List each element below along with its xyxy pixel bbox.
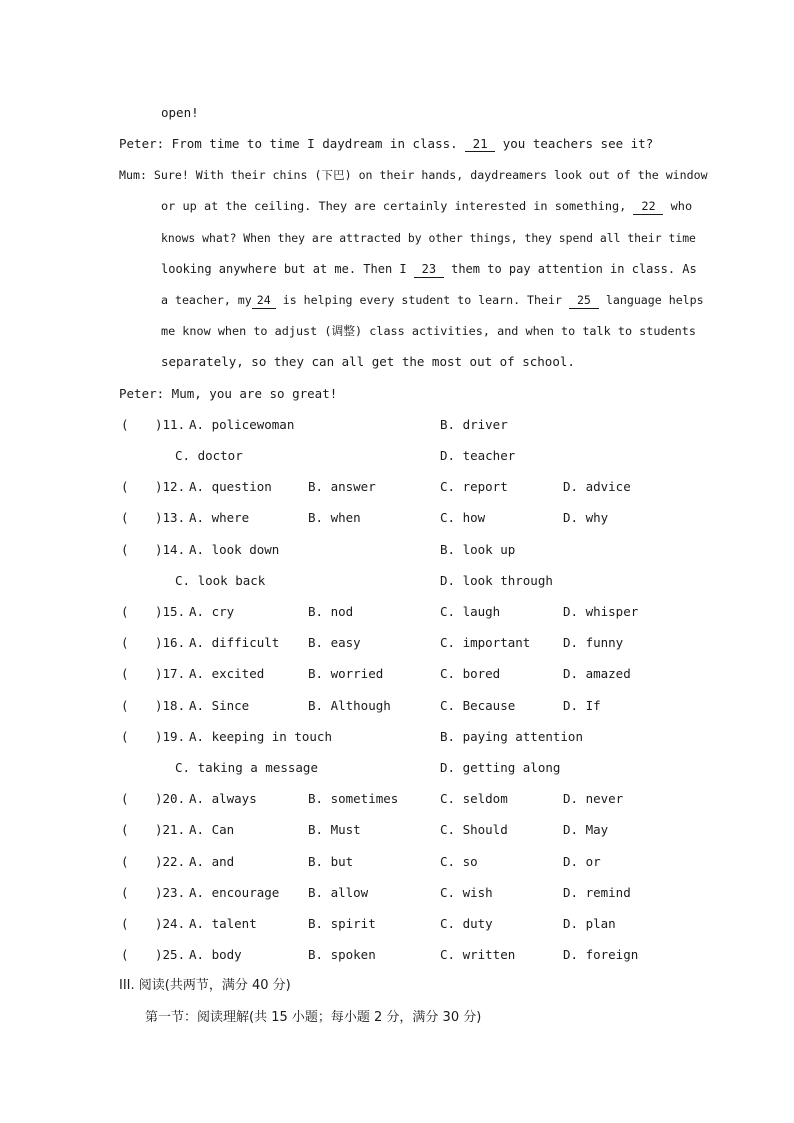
dialogue-line-peter: Peter: Mum, you are so great! <box>119 386 338 401</box>
option-d: D. funny <box>563 635 624 650</box>
option-a: A. encourage <box>189 885 280 900</box>
option-c: C. how <box>440 510 486 525</box>
question-number: )20. <box>155 791 186 806</box>
option-d: D. foreign <box>563 947 639 962</box>
option-a: A. policewoman <box>189 417 295 432</box>
answer-paren: ( <box>121 698 129 713</box>
question-number: )25. <box>155 947 186 962</box>
answer-paren: ( <box>121 635 129 650</box>
dialogue-line <box>161 291 704 309</box>
dialogue-line: open! <box>161 105 199 120</box>
blank-22: 22 <box>633 199 663 215</box>
dialogue-line-mum: Mum: Sure! With their chins (下巴) on their hands, daydreamers look out of the window <box>119 168 708 182</box>
option-d: D. why <box>563 510 609 525</box>
option-b: B. but <box>308 854 354 869</box>
option-c: C. so <box>440 854 478 869</box>
answer-paren: ( <box>121 666 129 681</box>
answer-paren: ( <box>121 417 129 432</box>
answer-paren: ( <box>121 510 129 525</box>
text-segment: who <box>663 199 693 213</box>
blank-24: 24 <box>252 293 276 309</box>
option-a: A. question <box>189 479 272 494</box>
option-b: B. spirit <box>308 916 376 931</box>
answer-paren: ( <box>121 822 129 837</box>
blank-23: 23 <box>414 262 444 278</box>
question-number: )11. <box>155 417 186 432</box>
option-a: A. body <box>189 947 242 962</box>
option-d: D. never <box>563 791 624 806</box>
text-segment: a teacher, my <box>161 293 252 307</box>
option-b: B. worried <box>308 666 384 681</box>
question-number: )14. <box>155 542 186 557</box>
section-subheading: 第一节：阅读理解(共 15 小题；每小题 2 分，满分 30 分) <box>145 1010 482 1025</box>
option-c: C. laugh <box>440 604 501 619</box>
answer-paren: ( <box>121 479 129 494</box>
option-a: A. difficult <box>189 635 280 650</box>
option-b: B. driver <box>440 417 508 432</box>
option-d: D. teacher <box>440 448 516 463</box>
text-segment: you teachers see it? <box>495 136 654 151</box>
dialogue-line <box>161 260 697 278</box>
option-d: D. getting along <box>440 760 561 775</box>
option-b: B. paying attention <box>440 729 583 744</box>
option-d: D. whisper <box>563 604 639 619</box>
option-c: C. duty <box>440 916 493 931</box>
option-c: C. bored <box>440 666 501 681</box>
option-d: D. amazed <box>563 666 631 681</box>
question-number: )18. <box>155 698 186 713</box>
question-number: )15. <box>155 604 186 619</box>
option-a: A. Can <box>189 822 235 837</box>
option-c: C. Because <box>440 698 516 713</box>
option-c: C. doctor <box>175 448 243 463</box>
option-a: A. always <box>189 791 257 806</box>
section-heading: III. 阅读(共两节，满分 40 分) <box>119 978 291 993</box>
dialogue-line: knows what? When they are attracted by other things, they spend all their time <box>161 231 696 245</box>
option-d: D. advice <box>563 479 631 494</box>
option-b: B. easy <box>308 635 361 650</box>
question-number: )24. <box>155 916 186 931</box>
option-b: B. Although <box>308 698 391 713</box>
text-segment: them to pay attention in class. As <box>443 262 697 276</box>
answer-paren: ( <box>121 854 129 869</box>
question-number: )17. <box>155 666 186 681</box>
option-b: B. look up <box>440 542 516 557</box>
answer-paren: ( <box>121 542 129 557</box>
answer-paren: ( <box>121 791 129 806</box>
option-c: C. report <box>440 479 508 494</box>
question-number: )16. <box>155 635 186 650</box>
option-c: C. Should <box>440 822 508 837</box>
text-segment: is helping every student to learn. Their <box>275 293 569 307</box>
option-a: A. talent <box>189 916 257 931</box>
option-a: A. where <box>189 510 250 525</box>
option-d: D. or <box>563 854 601 869</box>
option-a: A. keeping in touch <box>189 729 332 744</box>
option-c: C. look back <box>175 573 266 588</box>
dialogue-line: separately, so they can all get the most out of school. <box>161 354 575 369</box>
option-b: B. nod <box>308 604 354 619</box>
answer-paren: ( <box>121 916 129 931</box>
option-b: B. answer <box>308 479 376 494</box>
question-number: )13. <box>155 510 186 525</box>
option-c: C. wish <box>440 885 493 900</box>
option-b: B. Must <box>308 822 361 837</box>
question-number: )12. <box>155 479 186 494</box>
blank-21: 21 <box>465 136 495 152</box>
text-segment: language helps <box>598 293 704 307</box>
option-c: C. seldom <box>440 791 508 806</box>
option-a: A. look down <box>189 542 280 557</box>
option-d: D. If <box>563 698 601 713</box>
answer-paren: ( <box>121 604 129 619</box>
option-c: C. important <box>440 635 531 650</box>
dialogue-line <box>161 197 692 215</box>
option-a: A. excited <box>189 666 265 681</box>
option-b: B. sometimes <box>308 791 399 806</box>
option-d: D. remind <box>563 885 631 900</box>
option-a: A. cry <box>189 604 235 619</box>
option-d: D. plan <box>563 916 616 931</box>
text-segment: looking anywhere but at me. Then I <box>161 262 414 276</box>
text-segment: or up at the ceiling. They are certainly interested in something, <box>161 199 634 213</box>
question-number: )21. <box>155 822 186 837</box>
option-d: D. May <box>563 822 609 837</box>
option-c: C. taking a message <box>175 760 318 775</box>
answer-paren: ( <box>121 947 129 962</box>
option-b: B. spoken <box>308 947 376 962</box>
option-a: A. Since <box>189 698 250 713</box>
question-number: )22. <box>155 854 186 869</box>
dialogue-line: me know when to adjust (调整) class activities, and when to talk to students <box>161 324 696 338</box>
option-c: C. written <box>440 947 516 962</box>
text-segment: Peter: From time to time I daydream in class. <box>119 136 466 151</box>
option-b: B. allow <box>308 885 369 900</box>
option-d: D. look through <box>440 573 553 588</box>
answer-paren: ( <box>121 729 129 744</box>
dialogue-line-peter <box>119 135 653 153</box>
option-b: B. when <box>308 510 361 525</box>
blank-25: 25 <box>569 293 599 309</box>
answer-paren: ( <box>121 885 129 900</box>
question-number: )19. <box>155 729 186 744</box>
question-number: )23. <box>155 885 186 900</box>
option-a: A. and <box>189 854 235 869</box>
